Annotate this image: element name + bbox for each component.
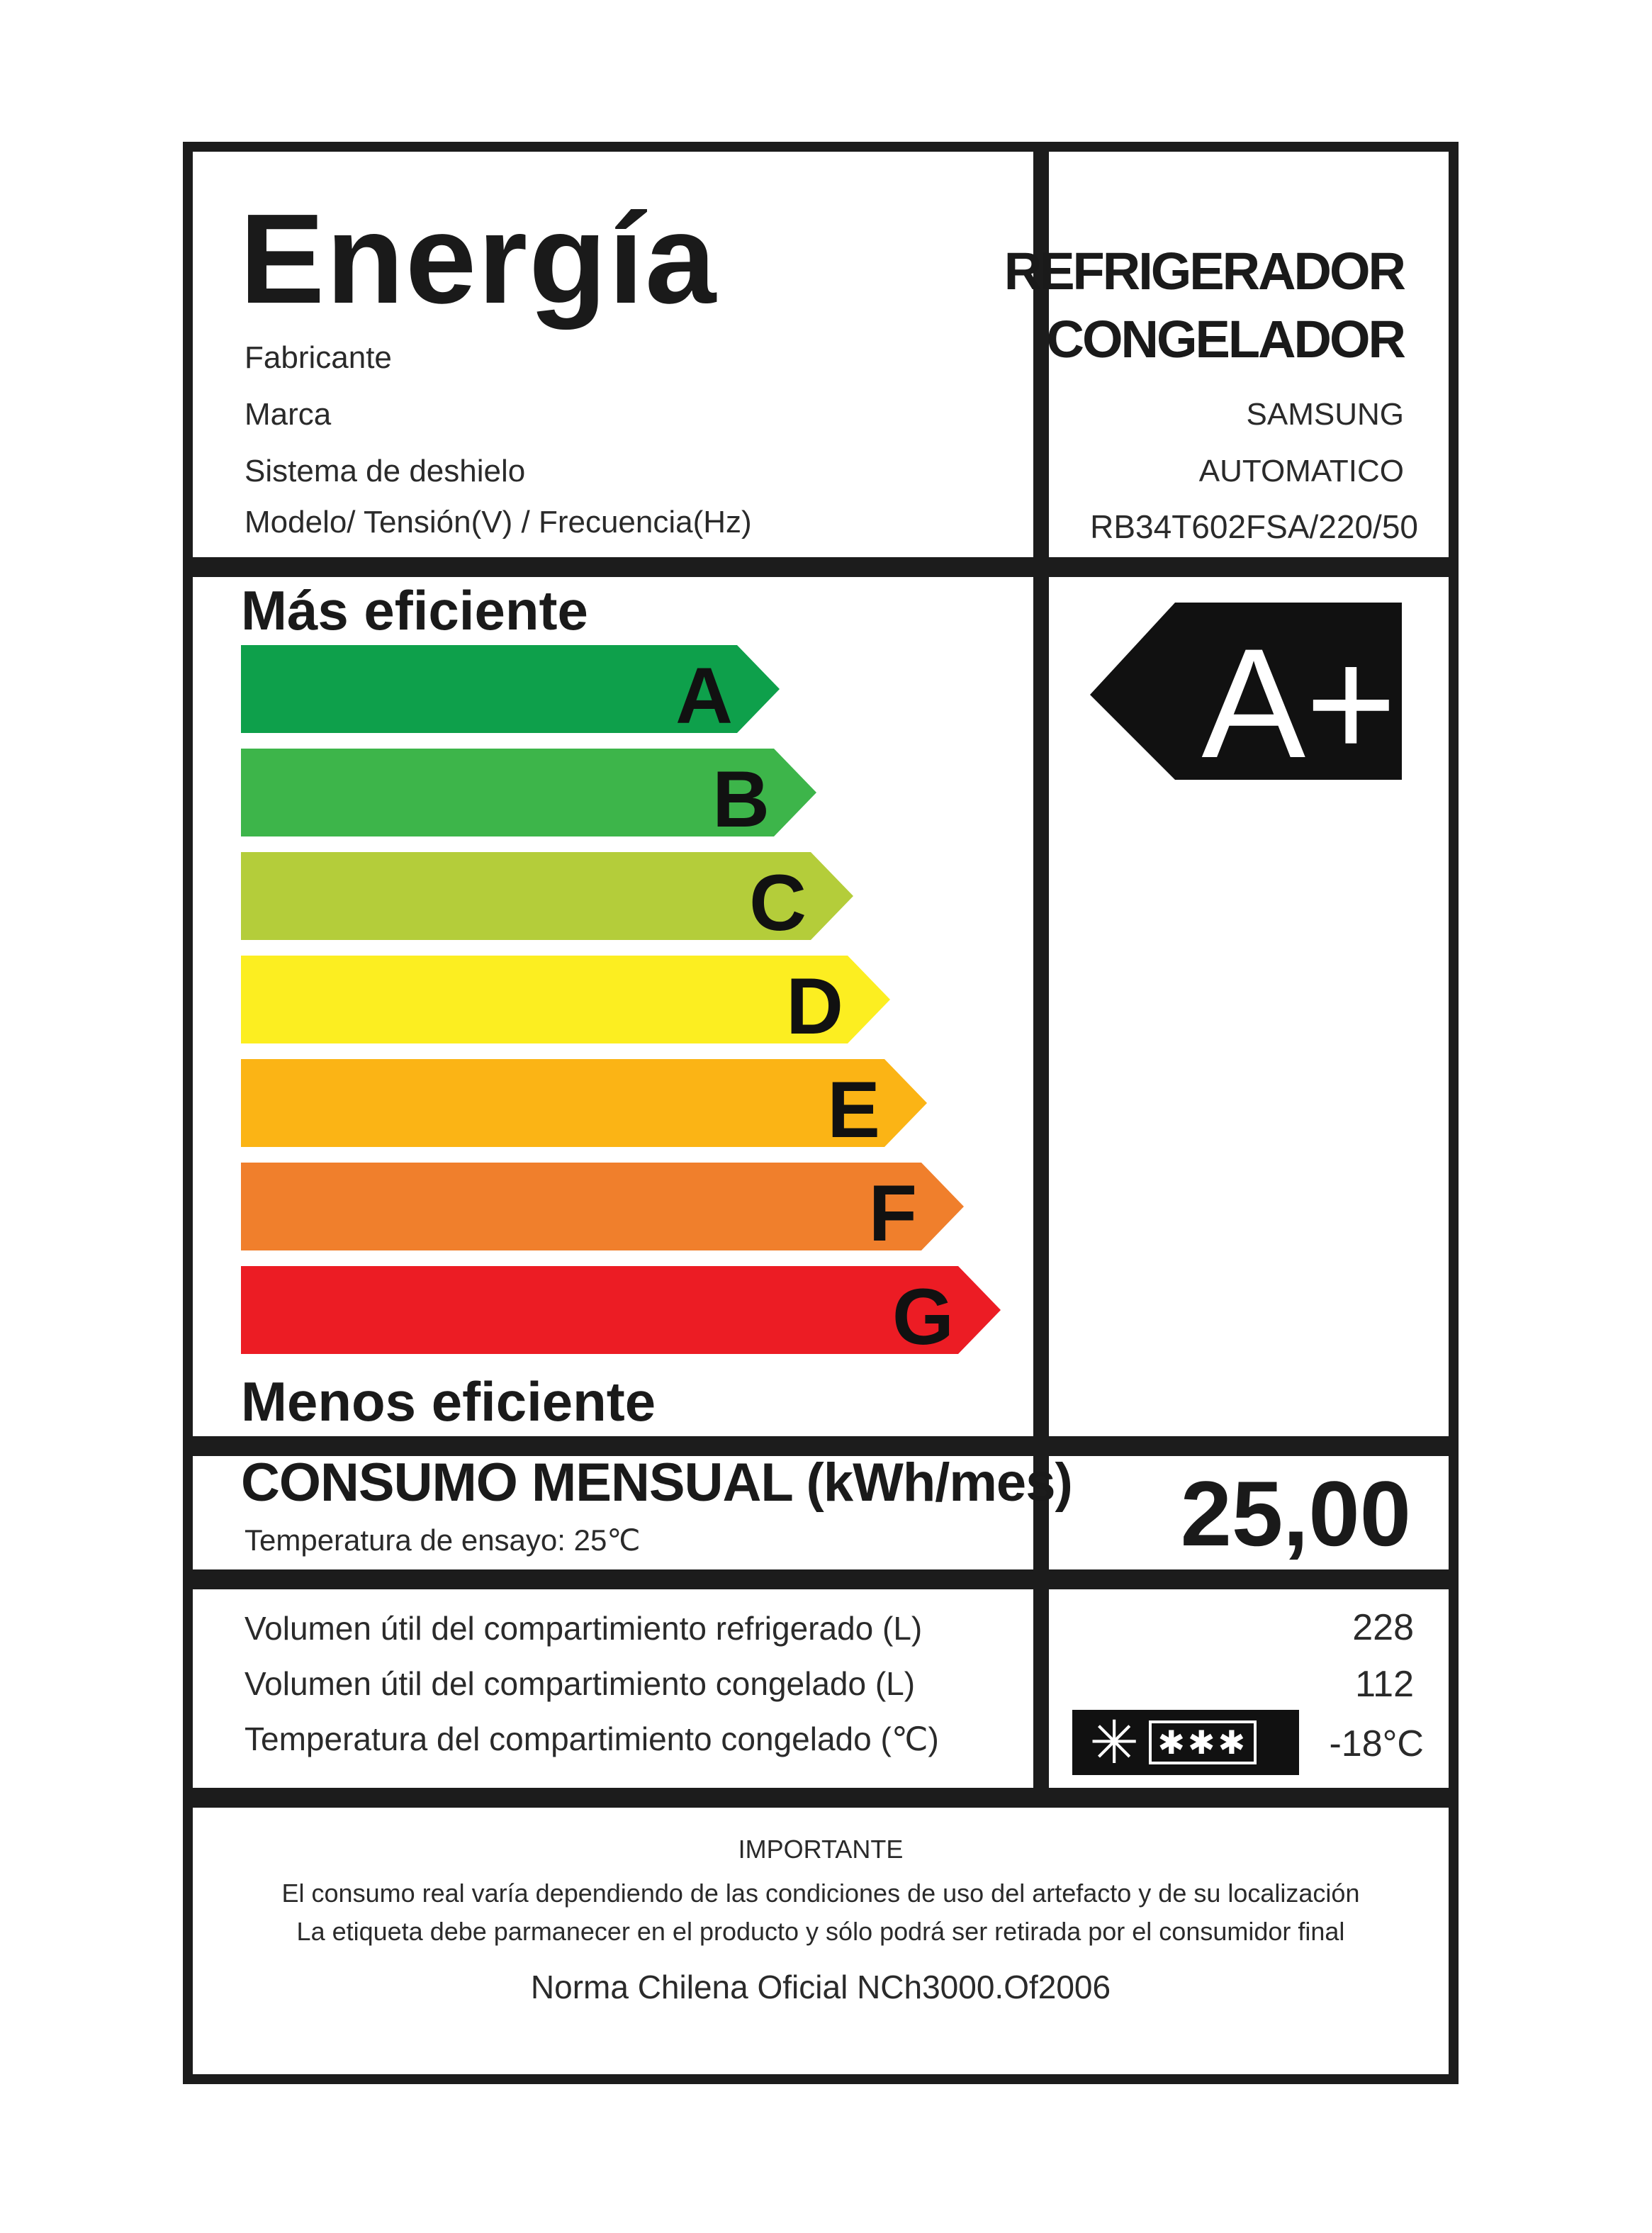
freezer-big-star-icon: ✳ [1089, 1709, 1140, 1776]
label-manufacturer: Fabricante [245, 340, 392, 375]
important-line-1: El consumo real varía dependiendo de las condiciones de uso del artefacto y de su localización [281, 1879, 1360, 1908]
freezer-three-stars-icon: ✱✱✱ [1149, 1720, 1257, 1764]
efficiency-letter-c: C [749, 858, 807, 947]
label-brand: Marca [245, 397, 332, 432]
divider-consumption [193, 1569, 1449, 1589]
efficiency-letter-d: D [786, 962, 843, 1051]
efficiency-letter-b: B [712, 755, 770, 844]
label-defrost: Sistema de deshielo [245, 454, 526, 488]
important-line-2: La etiqueta debe parmanecer en el producto y sólo podrá ser retirada por el consumidor final [296, 1917, 1345, 1946]
efficiency-letter-a: A [675, 651, 733, 740]
important-title: IMPORTANTE [738, 1835, 904, 1864]
divider-vertical [1033, 152, 1049, 1788]
value-refrigerated-volume: 228 [1352, 1607, 1414, 1648]
label-frozen-temperature: Temperatura del compartimiento congelado (℃) [245, 1720, 939, 1757]
norma-reference: Norma Chilena Oficial NCh3000.Of2006 [530, 1969, 1111, 2005]
rating-arrow [1090, 603, 1402, 787]
efficiency-letter-g: G [892, 1272, 954, 1361]
value-model: RB34T602FSA/220/50 [1090, 508, 1418, 545]
consumption-subtitle: Temperatura de ensayo: 25℃ [245, 1523, 641, 1557]
efficiency-bar-e [241, 1059, 927, 1147]
efficiency-scale [241, 645, 1035, 1382]
consumption-title: CONSUMO MENSUAL (kWh/mes) [241, 1453, 1072, 1513]
four-star-freezer-icon [1072, 1710, 1299, 1775]
label-title: Energía [240, 188, 718, 330]
rating-value: A+ [1201, 616, 1397, 787]
label-frozen-volume: Volumen útil del compartimiento congelado (L) [245, 1665, 916, 1702]
label-least-efficient: Menos eficiente [241, 1370, 656, 1433]
value-frozen-temperature: -18°C [1329, 1723, 1424, 1764]
label-model: Modelo/ Tensión(V) / Frecuencia(Hz) [245, 505, 752, 539]
product-type-line2: CONGELADOR [1046, 310, 1404, 369]
label-refrigerated-volume: Volumen útil del compartimiento refrigerado (L) [245, 1610, 923, 1647]
value-brand: SAMSUNG [1246, 397, 1404, 432]
consumption-value: 25,00 [1180, 1462, 1411, 1565]
value-frozen-volume: 112 [1355, 1664, 1414, 1705]
efficiency-bar-g [241, 1266, 1001, 1354]
divider-compartments [193, 1788, 1449, 1808]
product-type-line1: REFRIGERADOR [1004, 242, 1404, 301]
efficiency-letter-f: F [868, 1169, 917, 1258]
label-most-efficient: Más eficiente [241, 579, 588, 642]
efficiency-bar-f [241, 1163, 964, 1250]
value-defrost: AUTOMATICO [1198, 454, 1404, 488]
divider-header [193, 557, 1449, 577]
efficiency-letter-e: E [827, 1065, 880, 1154]
